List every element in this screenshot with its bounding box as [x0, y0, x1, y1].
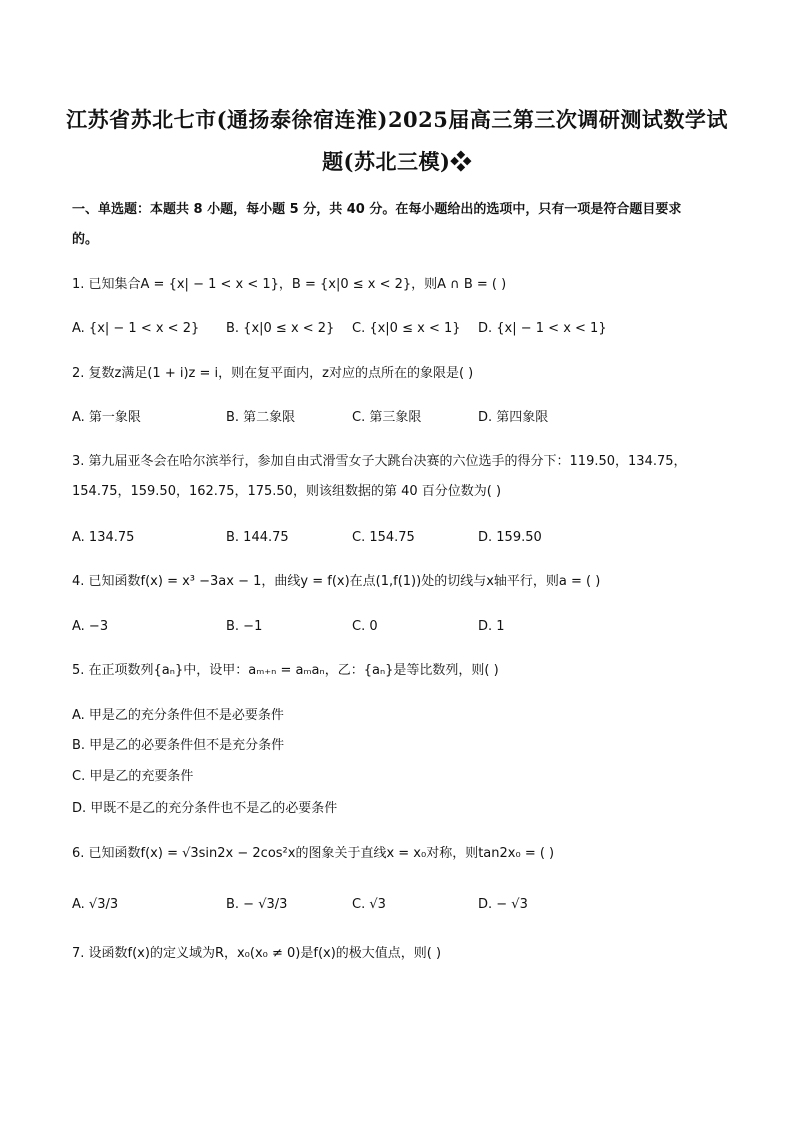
question-1-option-a: A. {x| − 1 < x < 2} — [72, 321, 200, 336]
question-3-stem-line2: 154.75，159.50，162.75，175.50，则该组数据的第 40 百分位数为( ) — [72, 484, 502, 499]
question-5-option-c: C. 甲是乙的充要条件 — [72, 769, 194, 784]
question-5-option-b: B. 甲是乙的必要条件但不是充分条件 — [72, 738, 285, 753]
question-6-option-b: B. − √3/3 — [226, 897, 288, 912]
question-2-option-a: A. 第一象限 — [72, 410, 141, 425]
question-5-stem: 5. 在正项数列{aₙ}中，设甲：aₘ₊ₙ = aₘaₙ，乙：{aₙ}是等比数列，则( ) — [72, 663, 499, 678]
section-heading-line1: 一、单选题：本题共 8 小题，每小题 5 分，共 40 分。在每小题给出的选项中，只有一项是符合题目要求 — [72, 202, 682, 217]
question-3-option-d: D. 159.50 — [478, 530, 542, 545]
question-4-option-b: B. −1 — [226, 619, 263, 634]
question-1-option-b: B. {x|0 ≤ x < 2} — [226, 321, 335, 336]
exam-title-line1: 江苏省苏北七市(通扬泰徐宿连淮)2025届高三第三次调研测试数学试 — [66, 107, 728, 132]
question-3-stem-line1: 3. 第九届亚冬会在哈尔滨举行，参加自由式滑雪女子大跳台决赛的六位选手的得分下：119.50，134.75， — [72, 454, 687, 469]
exam-title-line2: 题(苏北三模)❖ — [322, 149, 472, 174]
question-4-stem: 4. 已知函数f(x) = x³ −3ax − 1，曲线y = f(x)在点(1,f(1))处的切线与x轴平行，则a = ( ) — [72, 574, 601, 589]
question-4-option-c: C. 0 — [352, 619, 378, 634]
question-3-option-c: C. 154.75 — [352, 530, 415, 545]
question-6-option-c: C. √3 — [352, 897, 386, 912]
question-7-stem: 7. 设函数f(x)的定义域为R，x₀(x₀ ≠ 0)是f(x)的极大值点，则( ) — [72, 946, 442, 961]
question-5-option-d: D. 甲既不是乙的充分条件也不是乙的必要条件 — [72, 801, 338, 816]
question-4-option-d: D. 1 — [478, 619, 505, 634]
question-4-option-a: A. −3 — [72, 619, 109, 634]
question-1-option-c: C. {x|0 ≤ x < 1} — [352, 321, 461, 336]
question-1-option-d: D. {x| − 1 < x < 1} — [478, 321, 607, 336]
question-3-option-b: B. 144.75 — [226, 530, 289, 545]
question-2-option-c: C. 第三象限 — [352, 410, 422, 425]
question-2-option-b: B. 第二象限 — [226, 410, 296, 425]
question-3-option-a: A. 134.75 — [72, 530, 135, 545]
question-2-option-d: D. 第四象限 — [478, 410, 549, 425]
section-heading-line2: 的。 — [72, 232, 99, 247]
question-2-stem: 2. 复数z满足(1 + i)z = i，则在复平面内，z对应的点所在的象限是( ) — [72, 366, 474, 381]
question-5-option-a: A. 甲是乙的充分条件但不是必要条件 — [72, 708, 284, 723]
question-1-stem: 1. 已知集合A = {x| − 1 < x < 1}，B = {x|0 ≤ x < 2}，则A ∩ B = ( ) — [72, 277, 507, 292]
question-6-stem: 6. 已知函数f(x) = √3sin2x − 2cos²x的图象关于直线x = x₀对称，则tan2x₀ = ( ) — [72, 846, 555, 861]
question-6-option-a: A. √3/3 — [72, 897, 119, 912]
question-6-option-d: D. − √3 — [478, 897, 528, 912]
